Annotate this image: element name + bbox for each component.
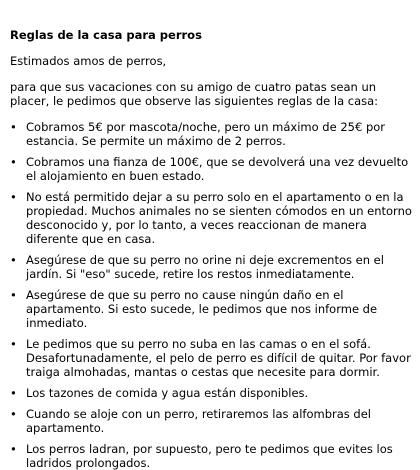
rule-item <box>10 155 414 183</box>
rule-item <box>10 337 414 379</box>
bullet-icon: • <box>10 442 17 456</box>
rule-text: No está permitido dejar a su perro solo en el apartamento o en la propiedad. Muchos animales no se sienten cómodos en un entorno desconocido y, por lo tanto, a veces reaccionan de manera diferente que en casa. <box>26 190 412 246</box>
rule-text: Los tazones de comida y agua están disponibles. <box>26 386 309 400</box>
rules-list <box>10 120 414 470</box>
bullet-icon: • <box>10 155 17 169</box>
rule-text: Cobramos 5€ por mascota/noche, pero un máximo de 25€ por estancia. Se permite un máximo de 2 perros. <box>26 120 386 148</box>
bullet-icon: • <box>10 288 17 302</box>
rule-text: Asegúrese de que su perro no cause ningún daño en el apartamento. Si esto sucede, le pedimos que nos informe de inmediato. <box>26 288 378 330</box>
bullet-icon: • <box>10 386 17 400</box>
bullet-icon: • <box>10 407 17 421</box>
rule-item <box>10 407 414 435</box>
intro-paragraph: para que sus vacaciones con su amigo de cuatro patas sean un placer, le pedimos que observe las siguientes reglas de la casa: <box>10 80 379 108</box>
rule-item <box>10 253 414 281</box>
bullet-icon: • <box>10 190 17 204</box>
rule-text: Cuando se aloje con un perro, retiraremos las alfombras del apartamento. <box>26 407 372 435</box>
bullet-icon: • <box>10 337 17 351</box>
rule-item <box>10 442 414 470</box>
rule-item <box>10 190 414 246</box>
rule-item <box>10 288 414 330</box>
bullet-icon: • <box>10 120 17 134</box>
rule-text: Cobramos una fianza de 100€, que se devolverá una vez devuelto el alojamiento en buen estado. <box>26 155 409 183</box>
greeting: Estimados amos de perros, <box>10 54 167 68</box>
rule-text: Le pedimos que su perro no suba en las camas o en el sofá. Desafortunadamente, el pelo de perro es difícil de quitar. Por favor traiga almohadas, mantas o cestas que necesite para dormir. <box>26 337 411 379</box>
rule-text: Los perros ladran, por supuesto, pero te pedimos que evites los ladridos prolongados. <box>26 442 393 470</box>
rule-text: Asegúrese de que su perro no orine ni deje excrementos en el jardín. Si "eso" sucede, retire los restos inmediatamente. <box>26 253 384 281</box>
bullet-icon: • <box>10 253 17 267</box>
rule-item <box>10 386 414 400</box>
document-title: Reglas de la casa para perros <box>10 28 202 42</box>
rule-item <box>10 120 414 148</box>
